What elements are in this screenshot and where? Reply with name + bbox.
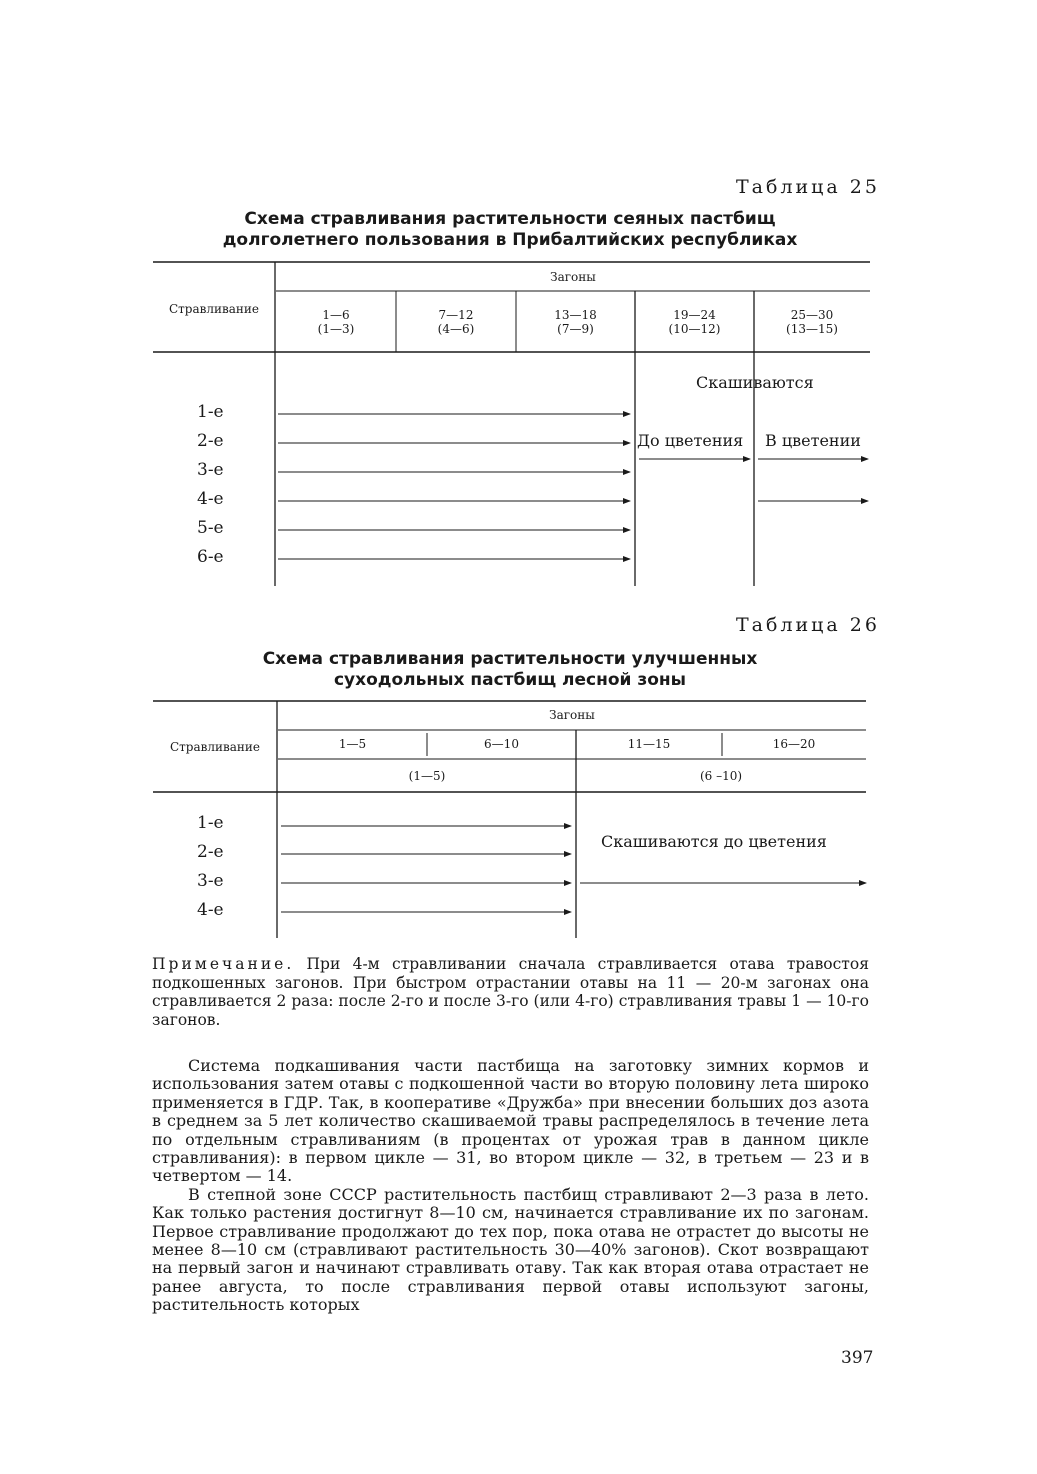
t26-mowing-label: Скашиваются до цветения	[601, 832, 827, 851]
t26-row-label: 1-е	[197, 813, 224, 833]
t26-row-label: 4-е	[197, 900, 224, 920]
t25-col-header: 25—30 (13—15)	[786, 308, 838, 336]
t25-in-flowering: В цветении	[765, 431, 861, 450]
table25-label: Таблица 25	[736, 176, 880, 198]
paragraph: В степной зоне СССР растительность пастбищ стравливают 2—3 раза в лето. Как только растения достигнут 8—10 см, начинается стравливание их по загонам. Первое стравливание продолжают до тех пор, пока отава не отрастет до высоты не менее 8—10 см (стравливают растительность 30—40% загонов). Скот возвращают на первый загон и начинают стравливать отаву. Так как вторая отава отрастает не ранее августа, то после стравливания первой отавы используют загоны, растительность которых	[152, 1184, 869, 1315]
t26-group-header: Загоны	[549, 708, 595, 722]
t26-subgroup-header: (6 –10)	[699, 769, 743, 783]
t25-row-label: 4-е	[197, 489, 224, 509]
t25-row-label: 3-е	[197, 460, 224, 480]
page-number: 397	[841, 1348, 874, 1368]
t26-stub-header: Стравливание	[169, 740, 261, 754]
t26-col-header: 11—15	[627, 737, 671, 751]
t26-row-label: 3-е	[197, 871, 224, 891]
table25-title: Схема стравливания растительности сеяных пастбищ долголетнего пользования в Прибалтийских республиках	[222, 209, 798, 250]
t25-col-header: 13—18 (7—9)	[554, 308, 597, 336]
t26-col-header: 1—5	[338, 737, 367, 751]
t25-col-header: 7—12 (4—6)	[437, 308, 475, 336]
t25-mowing-label: Скашиваются	[696, 373, 814, 392]
t25-group-header: Загоны	[550, 270, 596, 284]
t25-row-label: 5-е	[197, 518, 224, 538]
note-label: Примечание.	[152, 955, 295, 973]
t25-row-label: 2-е	[197, 431, 224, 451]
paragraph: Система подкашивания части пастбища на заготовку зимних кормов и использования затем отавы с подкошенной части во вторую половину лета широко применяется в ГДР. Так, в кооперативе «Дружба» при внесении больших доз азота в среднем за 5 лет количество скашиваемой травы распределялось в течение лета по отдельным стравливаниям (в процентах от урожая трав в данном цикле стравливания): в первом цикле — 31, во втором цикле — 32, в третьем — 23 и в четвертом — 14.	[152, 1056, 869, 1186]
table26-label: Таблица 26	[736, 614, 880, 636]
t25-stub-header: Стравливание	[168, 302, 260, 316]
t26-subgroup-header: (1—5)	[408, 769, 446, 783]
t26-col-header: 16—20	[772, 737, 816, 751]
body-text	[152, 1057, 869, 1315]
t25-col-header: 19—24 (10—12)	[668, 308, 721, 336]
t25-col-header: 1—6 (1—3)	[317, 308, 355, 336]
note-text: При 4-м стравливании сначала стравливается отава травостоя подкошенных загонов. При быстром отрастании отавы на 11 — 20-м загонах она стравливается 2 раза: после 2-го и после 3-го (или 4-го) стравливания травы 1 — 10-го загонов.	[152, 955, 869, 1029]
t25-row-label: 1-е	[197, 402, 224, 422]
table-note	[152, 955, 869, 1029]
table26-title: Схема стравливания растительности улучшенных суходольных пастбищ лесной зоны	[262, 649, 758, 690]
t26-col-header: 6—10	[484, 737, 519, 751]
t26-row-label: 2-е	[197, 842, 224, 862]
t25-before-flowering: До цветения	[637, 431, 744, 450]
t25-row-label: 6-е	[197, 547, 224, 567]
